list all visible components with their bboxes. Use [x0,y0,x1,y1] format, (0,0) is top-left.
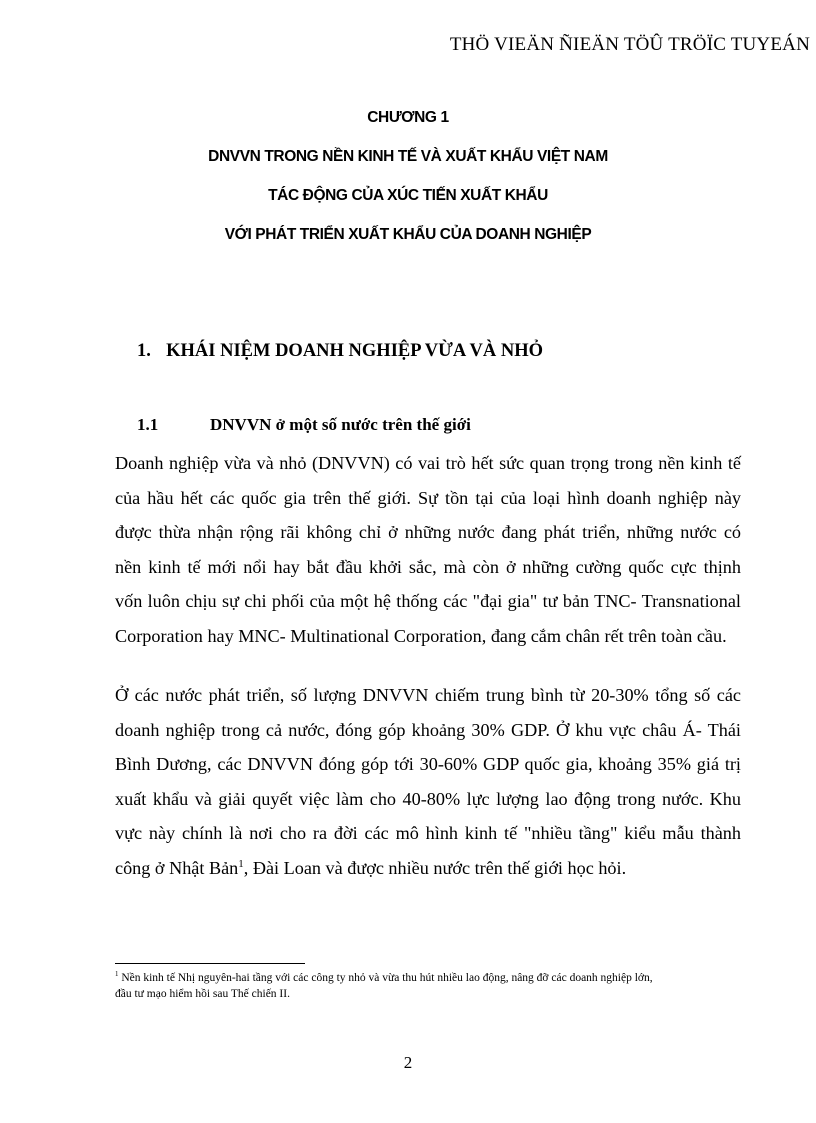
paragraph-line: doanh nghiệp trong cả nước, đóng góp khoảng 30% GDP. Ở khu vực châu Á- Thái [115,719,741,740]
paragraph-line: Corporation hay MNC- Multinational Corporation, đang cắm chân rết trên toàn cầu. [115,625,727,646]
paragraph-line: xuất khẩu và giải quyết việc làm cho 40-80% lực lượng lao động trong nước. Khu [115,788,741,809]
text-run: , Đài Loan và được nhiều nước trên thế giới học hỏi. [243,857,627,878]
footnote-separator [115,963,305,964]
footnote-line: đầu tư mạo hiểm hồi sau Thế chiến II. [115,988,290,1000]
paragraph-line [115,851,741,886]
subsection-number: 1.1 [137,415,159,434]
section-heading-1 [137,341,543,362]
paragraph-line: của hầu hết các quốc gia trên thế giới. Sự tồn tại của loại hình doanh nghiệp này [115,487,741,508]
paragraph-line: Doanh nghiệp vừa và nhỏ (DNVVN) có vai trò hết sức quan trọng trong nền kinh tế [115,453,741,473]
section-number: 1. [137,341,151,361]
paragraph-line: được thừa nhận rộng rãi không chỉ ở những nước đang phát triển, những nước có [115,522,741,542]
chapter-title-line-3: VỚI PHÁT TRIỂN XUẤT KHẨU CỦA DOANH NGHIỆP [224,226,592,243]
paragraph-line: Bình Dương, các DNVVN đóng góp tới 30-60% GDP quốc gia, khoảng 35% giá trị [115,754,741,774]
paragraph-line: vực này chính là nơi cho ra đời các mô hình kinh tế "nhiều tầng" kiểu mẫu thành [115,823,741,843]
subsection-title: DNVVN ở một số nước trên thế giới [210,415,471,434]
running-header: THÖ VIEÄN ÑIEÄN TÖÛ TRÖÏC TUYEÁN [449,34,810,55]
paragraph-1 [115,446,741,653]
chapter-title-line-2: TÁC ĐỘNG CỦA XÚC TIẾN XUẤT KHẨU [268,187,548,204]
paragraph-line: vốn luôn chịu sự chi phối của một hệ thống các "đại gia" tư bản TNC- Transnational [115,591,741,611]
footnote-marker: 1 [115,971,119,979]
text-run: công ở Nhật Bản [115,857,239,878]
chapter-title-line-1: DNVVN TRONG NỀN KINH TẾ VÀ XUẤT KHẨU VIỆT NAM [208,148,608,165]
paragraph-line: Ở các nước phát triển, số lượng DNVVN chiếm trung bình từ 20-30% tổng số các [115,685,741,705]
footnote-reference: 1 [238,857,244,870]
footnote-text: Nền kinh tế Nhị nguyên-hai tầng với các công ty nhỏ và vừa thu hút nhiều lao động, nâng đỡ các doanh nghiệp lớn, [118,972,653,984]
footnote-line [115,970,755,986]
section-title: KHÁI NIỆM DOANH NGHIỆP VỪA VÀ NHỎ [166,341,544,361]
page-number: 2 [403,1053,413,1072]
paragraph-2 [115,678,741,885]
paragraph-line: nền kinh tế mới nổi hay bắt đầu khởi sắc, mà còn ở những cường quốc cực thịnh [115,556,741,577]
chapter-number: CHƯƠNG 1 [367,109,449,126]
footnote [115,970,755,1002]
